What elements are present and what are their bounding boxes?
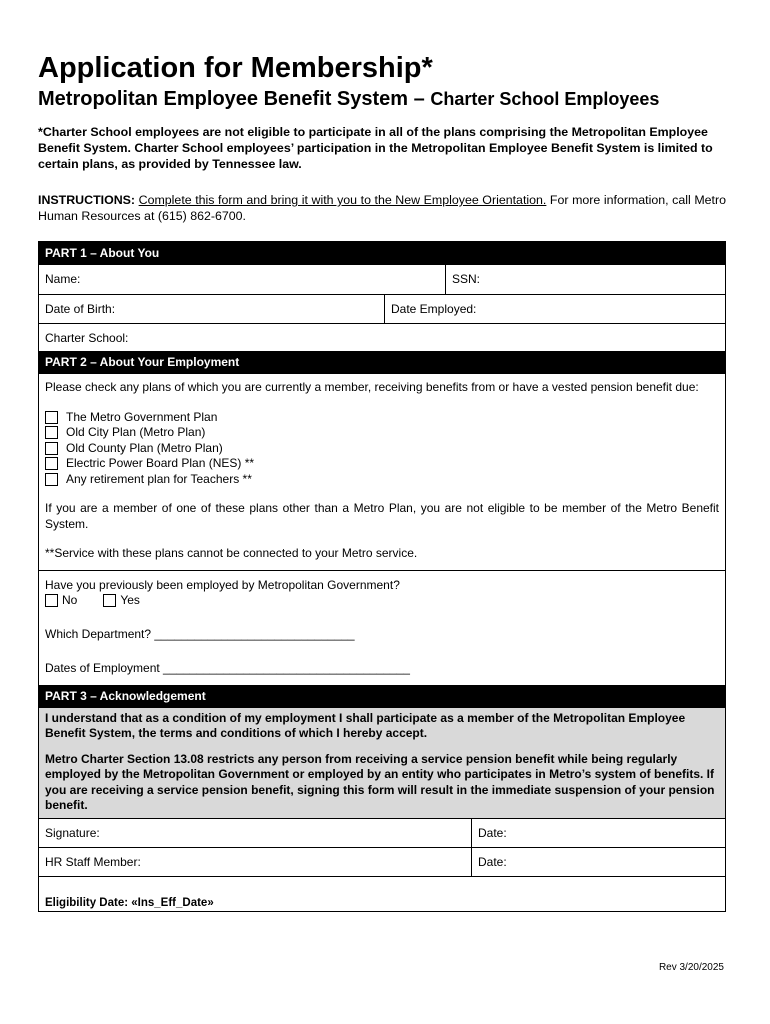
service-note: **Service with these plans cannot be connected to your Metro service. [45,546,418,560]
signature-field[interactable]: Signature: [45,825,100,840]
instructions-underlined: Complete this form and bring it with you to the New Employee Orientation. [138,193,547,207]
checkbox[interactable] [45,473,58,486]
plan-item[interactable] [45,410,719,426]
part2-heading: PART 2 – About Your Employment [39,351,725,374]
department-field[interactable]: Which Department? ______________________________ [45,626,355,641]
eligibility-note: *Charter School employees are not eligible to participate in all of the plans comprising the Metropolitan Employee Benefit System. Charter School employees’ participation in the Metropolitan Employee Benefit System is limited to certain plans, as provided by Tennessee law. [38,125,713,171]
signature-date-field[interactable]: Date: [471,819,725,847]
charter-school-row [39,323,725,351]
plan-item[interactable] [45,441,719,457]
instructions-rest: For more information, call Metro Human Resources at (615) 862-6700. [38,193,726,223]
checkbox[interactable] [45,426,58,439]
hr-date-field[interactable]: Date: [471,848,725,876]
eligibility-date: Eligibility Date: «Ins_Eff_Date» [45,896,214,909]
eligibility-row [39,876,725,911]
no-checkbox[interactable] [45,594,58,607]
charter-school-field[interactable]: Charter School: [45,331,129,345]
dob-field[interactable]: Date of Birth: [45,302,116,316]
plans-block [39,374,725,570]
instructions-label: INSTRUCTIONS: [38,193,136,207]
plan-label: Old County Plan (Metro Plan) [66,440,223,455]
previous-employment-question: Have you previously been employed by Metropolitan Government? [45,577,400,592]
hr-staff-row [39,847,725,876]
dob-row [39,294,725,323]
ssn-field[interactable]: SSN: [445,265,725,294]
plan-item[interactable] [45,425,719,441]
plans-prompt: Please check any plans of which you are currently a member, receiving benefits from or have a vested pension benefit due: [45,380,699,394]
instructions [38,192,726,224]
yes-no-options [45,593,719,609]
checkbox[interactable] [45,442,58,455]
page-title: Application for Membership* [38,52,433,84]
plan-label: Any retirement plan for Teachers ** [66,471,252,486]
page-subtitle [38,86,726,112]
plan-item[interactable] [45,456,719,472]
form-table [38,241,726,912]
yes-label: Yes [120,593,140,607]
part1-heading: PART 1 – About You [39,242,725,265]
acknowledgement-block [39,708,725,818]
plans-list [45,410,719,488]
plan-label: Electric Power Board Plan (NES) ** [66,456,255,470]
plan-label: The Metro Government Plan [66,409,218,424]
part3-heading: PART 3 – Acknowledgement [39,685,725,708]
yes-checkbox[interactable] [103,594,116,607]
subtitle-main: Metropolitan Employee Benefit System [38,88,409,110]
plan-label: Old City Plan (Metro Plan) [66,425,206,439]
subtitle-dash: – [408,88,431,110]
name-field[interactable]: Name: [45,272,81,286]
plans-note: If you are a member of one of these plans other than a Metro Plan, you are not eligible to be member of the Metro Benefit System. [45,501,719,531]
plan-item[interactable] [45,472,719,488]
previous-employment-block [39,571,725,685]
charter-section-text: Metro Charter Section 13.08 restricts any person from receiving a service pension benefit while being regularly employed by the Metropolitan Government or employed by an entity who participates in Metro’s system of benefits. If you are receiving a service pension benefit, signing this form will result in the immediate suspension of your pension benefit. [45,751,715,812]
date-employed-field[interactable]: Date Employed: [384,295,725,323]
signature-row [39,818,725,847]
no-label: No [62,593,78,607]
dates-of-employment-field[interactable]: Dates of Employment _____________________________________ [45,661,410,675]
acknowledgement-text: I understand that as a condition of my employment I shall participate as a member of the Metropolitan Employee Benefit System, the terms and conditions of which I hereby accept. [45,710,686,740]
name-ssn-row [39,265,725,294]
checkbox[interactable] [45,411,58,424]
revision-date: Rev 3/20/2025 [658,962,724,973]
checkbox[interactable] [45,457,58,470]
subtitle-sub: Charter School Employees [430,89,660,109]
hr-staff-field[interactable]: HR Staff Member: [45,854,141,869]
application-form-page [38,50,726,912]
